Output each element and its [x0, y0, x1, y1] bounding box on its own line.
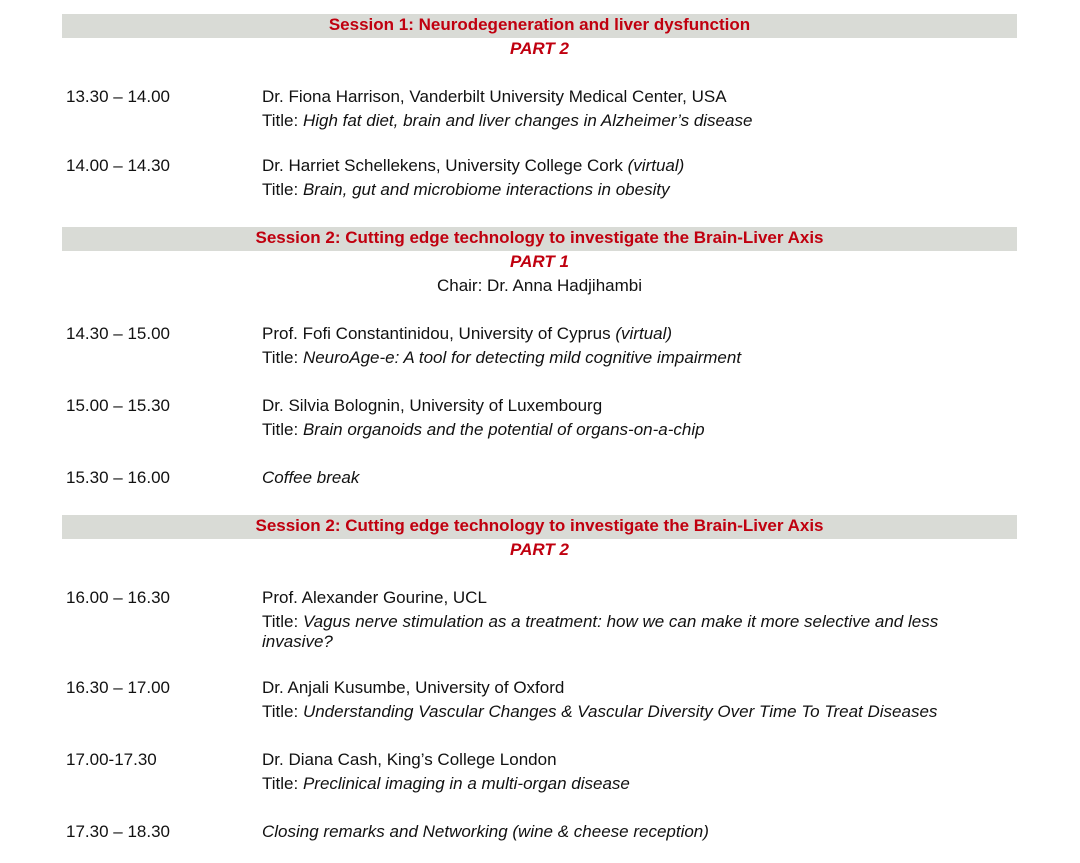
- talk-time: 17.00-17.30: [66, 750, 157, 769]
- session-part: PART 2: [510, 39, 569, 58]
- talk-title: Preclinical imaging in a multi-organ disease: [302, 774, 630, 793]
- virtual-note: (virtual): [615, 324, 673, 343]
- session-title: Session 2: Cutting edge technology to investigate the Brain-Liver Axis: [255, 516, 824, 535]
- talk-speaker: Dr. Anjali Kusumbe, University of Oxford: [262, 678, 565, 697]
- break-time: 15.30 – 16.00: [66, 468, 170, 487]
- closing-remarks: Closing remarks and Networking (wine & cheese reception): [262, 822, 709, 841]
- talk-title: Vagus nerve stimulation as a treatment: how we can make it more selective and less invasive?: [262, 612, 939, 651]
- coffee-break: Coffee break: [262, 468, 360, 487]
- talk-speaker: Prof. Alexander Gourine, UCL: [262, 588, 487, 607]
- session-title: Session 2: Cutting edge technology to investigate the Brain-Liver Axis: [255, 228, 824, 247]
- talk-speaker: Dr. Fiona Harrison, Vanderbilt University Medical Center, USA: [262, 87, 727, 106]
- talk-title: Understanding Vascular Changes & Vascular Diversity Over Time To Treat Diseases: [302, 702, 938, 721]
- talk-title-line: [262, 348, 997, 368]
- session-part: PART 1: [510, 252, 569, 271]
- talk-speaker-line: [262, 324, 997, 344]
- talk-time: 14.00 – 14.30: [66, 156, 170, 175]
- talk-title: High fat diet, brain and liver changes in Alzheimer’s disease: [302, 111, 753, 130]
- talk-speaker: Prof. Fofi Constantinidou, University of Cyprus: [262, 324, 616, 343]
- title-prefix: Title:: [262, 180, 303, 199]
- closing-time: 17.30 – 18.30: [66, 822, 170, 841]
- title-prefix: Title:: [262, 774, 303, 793]
- talk-title-line: [262, 702, 1022, 722]
- talk-speaker-line: [262, 156, 997, 176]
- talk-title-line: [262, 180, 997, 200]
- title-prefix: Title:: [262, 612, 303, 631]
- session-part: PART 2: [510, 540, 569, 559]
- talk-title: Brain organoids and the potential of organs-on-a-chip: [302, 420, 705, 439]
- talk-speaker: Dr. Diana Cash, King’s College London: [262, 750, 557, 769]
- virtual-note: (virtual): [627, 156, 685, 175]
- talk-time: 16.00 – 16.30: [66, 588, 170, 607]
- title-prefix: Title:: [262, 348, 303, 367]
- title-prefix: Title:: [262, 420, 303, 439]
- talk-speaker: Dr. Harriet Schellekens, University College Cork: [262, 156, 628, 175]
- session-title: Session 1: Neurodegeneration and liver dysfunction: [328, 15, 751, 34]
- talk-time: 15.00 – 15.30: [66, 396, 170, 415]
- talk-time: 16.30 – 17.00: [66, 678, 170, 697]
- talk-time: 13.30 – 14.00: [66, 87, 170, 106]
- talk-title-line: [262, 612, 992, 652]
- session-chair: Chair: Dr. Anna Hadjihambi: [436, 276, 643, 295]
- talk-title-line: [262, 774, 997, 794]
- talk-title: NeuroAge-e: A tool for detecting mild cognitive impairment: [302, 348, 742, 367]
- title-prefix: Title:: [262, 702, 303, 721]
- talk-title-line: [262, 420, 997, 440]
- talk-speaker: Dr. Silvia Bolognin, University of Luxembourg: [262, 396, 603, 415]
- title-prefix: Title:: [262, 111, 303, 130]
- talk-title: Brain, gut and microbiome interactions in obesity: [302, 180, 670, 199]
- talk-time: 14.30 – 15.00: [66, 324, 170, 343]
- talk-title-line: [262, 111, 997, 131]
